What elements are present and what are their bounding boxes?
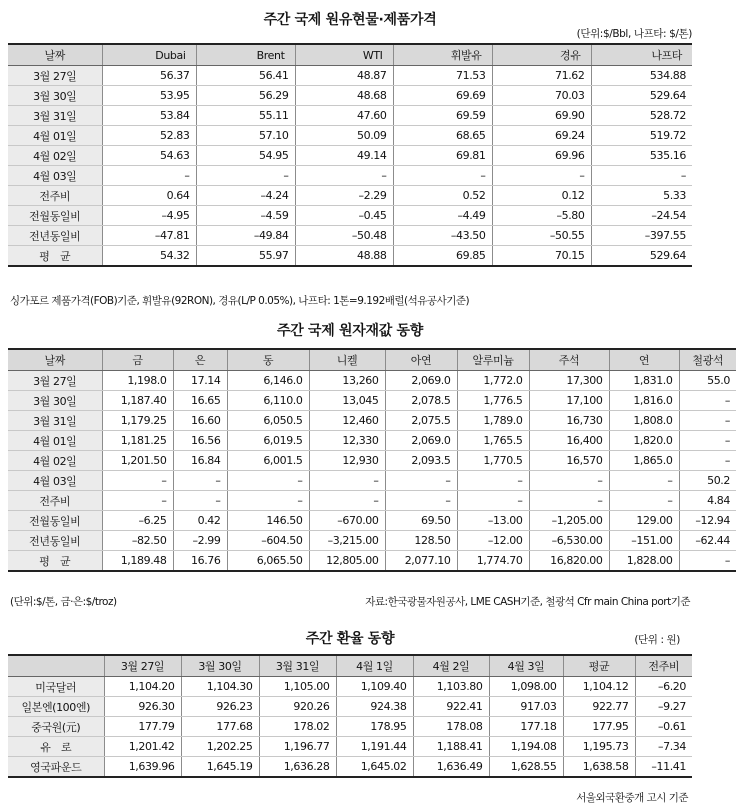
section2-unit: (단위:$/톤, 금·은:$/troz) <box>10 596 117 608</box>
table-cell: 6,110.0 <box>227 391 309 411</box>
table-cell: 2,077.10 <box>385 551 457 572</box>
table-row <box>8 677 692 697</box>
column-header: 연 <box>609 349 679 371</box>
row-label: 4월 02일 <box>8 146 102 166</box>
section3-source: 서울외국환중개 고시 기준 <box>576 792 688 804</box>
table-cell: 48.87 <box>295 66 393 86</box>
table-cell: 48.88 <box>295 246 393 267</box>
table-cell: –4.95 <box>102 206 196 226</box>
table-cell: 12,330 <box>309 431 385 451</box>
table-cell: 68.65 <box>393 126 492 146</box>
column-header: 경유 <box>492 44 591 66</box>
table-cell: –13.00 <box>457 511 529 531</box>
table-cell: –6.20 <box>635 677 692 697</box>
table-cell: 1,103.80 <box>413 677 489 697</box>
row-label: 4월 01일 <box>8 126 102 146</box>
table-cell: 1,194.08 <box>489 737 563 757</box>
column-header: 아연 <box>385 349 457 371</box>
table-cell: – <box>385 491 457 511</box>
table-cell: –6.25 <box>102 511 173 531</box>
table-cell: 1,188.41 <box>413 737 489 757</box>
table-cell: 2,069.0 <box>385 371 457 391</box>
table-cell: –151.00 <box>609 531 679 551</box>
table-cell: 12,805.00 <box>309 551 385 572</box>
table-cell: 1,636.28 <box>259 757 336 778</box>
table-cell: – <box>173 491 227 511</box>
table-cell: – <box>227 491 309 511</box>
table-cell: 0.52 <box>393 186 492 206</box>
column-header: 철광석 <box>679 349 736 371</box>
table-cell: 13,260 <box>309 371 385 391</box>
table-cell: –3,215.00 <box>309 531 385 551</box>
table-cell: – <box>393 166 492 186</box>
table-cell: 52.83 <box>102 126 196 146</box>
table-cell: –5.80 <box>492 206 591 226</box>
exchange-rate-table <box>8 654 692 778</box>
table-cell: 47.60 <box>295 106 393 126</box>
table-row <box>8 697 692 717</box>
table-cell: 1,196.77 <box>259 737 336 757</box>
table-row <box>8 511 736 531</box>
table-cell: 1,816.0 <box>609 391 679 411</box>
section3-unit: (단위 : 원) <box>634 634 680 646</box>
table-cell: 924.38 <box>336 697 413 717</box>
table-cell: 48.68 <box>295 86 393 106</box>
table-cell: 70.15 <box>492 246 591 267</box>
column-header: 3월 27일 <box>104 655 181 677</box>
table-row <box>8 86 692 106</box>
column-header: Dubai <box>102 44 196 66</box>
table-cell: 1,201.42 <box>104 737 181 757</box>
column-header: 4월 1일 <box>336 655 413 677</box>
table-cell: 1,189.48 <box>102 551 173 572</box>
table-cell: –11.41 <box>635 757 692 778</box>
table-cell: 1,638.58 <box>563 757 635 778</box>
table-cell: 177.95 <box>563 717 635 737</box>
table-cell: – <box>295 166 393 186</box>
column-header: 니켈 <box>309 349 385 371</box>
row-label: 평 균 <box>8 551 102 572</box>
table-cell: 71.53 <box>393 66 492 86</box>
table-cell: –397.55 <box>591 226 692 246</box>
column-header: 나프타 <box>591 44 692 66</box>
table-cell: 1,808.0 <box>609 411 679 431</box>
table-cell: 56.29 <box>196 86 295 106</box>
table-cell: – <box>679 411 736 431</box>
table-cell: 177.79 <box>104 717 181 737</box>
table-cell: –43.50 <box>393 226 492 246</box>
table-cell: –82.50 <box>102 531 173 551</box>
table-cell: – <box>102 471 173 491</box>
table-cell: 2,075.5 <box>385 411 457 431</box>
table-row <box>8 411 736 431</box>
row-label: 평 균 <box>8 246 102 267</box>
table-cell: –62.44 <box>679 531 736 551</box>
column-header: 휘발유 <box>393 44 492 66</box>
row-label: 전주비 <box>8 186 102 206</box>
table-row <box>8 371 736 391</box>
table-cell: 1,104.30 <box>181 677 259 697</box>
table-row <box>8 146 692 166</box>
table-cell: 0.64 <box>102 186 196 206</box>
table-cell: 178.02 <box>259 717 336 737</box>
table-cell: 1,770.5 <box>457 451 529 471</box>
table-cell: 1,104.12 <box>563 677 635 697</box>
table-cell: –670.00 <box>309 511 385 531</box>
table-cell: 69.59 <box>393 106 492 126</box>
row-label: 4월 03일 <box>8 166 102 186</box>
table-cell: 69.90 <box>492 106 591 126</box>
row-label: 전월동일비 <box>8 511 102 531</box>
table-cell: – <box>529 471 609 491</box>
table-cell: 55.0 <box>679 371 736 391</box>
table-cell: 12,930 <box>309 451 385 471</box>
table-cell: 1,105.00 <box>259 677 336 697</box>
table-cell: 1,639.96 <box>104 757 181 778</box>
column-header: 4월 3일 <box>489 655 563 677</box>
table-cell: 16,730 <box>529 411 609 431</box>
table-cell: 128.50 <box>385 531 457 551</box>
table-cell: – <box>385 471 457 491</box>
section2-source: 자료:한국광물자원공사, LME CASH기준, 철광석 Cfr main China port기준 <box>365 596 690 608</box>
table-cell: 69.50 <box>385 511 457 531</box>
table-cell: – <box>102 166 196 186</box>
table-row <box>8 186 692 206</box>
table-cell: – <box>679 391 736 411</box>
table-row <box>8 226 692 246</box>
table-row <box>8 717 692 737</box>
table-cell: –50.55 <box>492 226 591 246</box>
table-cell: – <box>492 166 591 186</box>
table-cell: 529.64 <box>591 246 692 267</box>
table-cell: 54.63 <box>102 146 196 166</box>
table-cell: 1,181.25 <box>102 431 173 451</box>
table-cell: 534.88 <box>591 66 692 86</box>
table-cell: 49.14 <box>295 146 393 166</box>
table-cell: 917.03 <box>489 697 563 717</box>
table-row <box>8 471 736 491</box>
table-cell: 1,645.02 <box>336 757 413 778</box>
table-cell: 926.23 <box>181 697 259 717</box>
table-cell: 6,146.0 <box>227 371 309 391</box>
table-cell: 6,065.50 <box>227 551 309 572</box>
table-row <box>8 166 692 186</box>
table-cell: – <box>529 491 609 511</box>
table-cell: 535.16 <box>591 146 692 166</box>
table-cell: 0.42 <box>173 511 227 531</box>
table-cell: 1,865.0 <box>609 451 679 471</box>
table-cell: 178.95 <box>336 717 413 737</box>
table-cell: 5.33 <box>591 186 692 206</box>
table-cell: –9.27 <box>635 697 692 717</box>
column-header: 금 <box>102 349 173 371</box>
table-cell: 0.12 <box>492 186 591 206</box>
row-label: 미국달러 <box>8 677 104 697</box>
table-cell: 4.84 <box>679 491 736 511</box>
table-row <box>8 431 736 451</box>
row-label: 3월 31일 <box>8 106 102 126</box>
table-cell: 146.50 <box>227 511 309 531</box>
table-cell: –2.29 <box>295 186 393 206</box>
table-row <box>8 206 692 226</box>
row-label: 3월 27일 <box>8 66 102 86</box>
section2-title: 주간 국제 원자재값 동향 <box>277 323 423 339</box>
table-cell: 12,460 <box>309 411 385 431</box>
table-cell: –49.84 <box>196 226 295 246</box>
table-cell: – <box>173 471 227 491</box>
table-row <box>8 737 692 757</box>
table-cell: 69.96 <box>492 146 591 166</box>
table-cell: 69.81 <box>393 146 492 166</box>
row-label: 3월 30일 <box>8 391 102 411</box>
table-cell: – <box>309 491 385 511</box>
table-cell: – <box>679 551 736 572</box>
table-cell: 16,820.00 <box>529 551 609 572</box>
table-cell: 1,774.70 <box>457 551 529 572</box>
table-cell: 1,765.5 <box>457 431 529 451</box>
table-cell: 1,202.25 <box>181 737 259 757</box>
table-cell: 2,078.5 <box>385 391 457 411</box>
table-cell: 1,198.0 <box>102 371 173 391</box>
table-cell: 1,776.5 <box>457 391 529 411</box>
header-label-cell: 날짜 <box>8 349 102 371</box>
table-cell: 1,645.19 <box>181 757 259 778</box>
table-cell: –4.49 <box>393 206 492 226</box>
table-cell: 922.77 <box>563 697 635 717</box>
table-cell: 177.18 <box>489 717 563 737</box>
table-row <box>8 391 736 411</box>
table-cell: – <box>609 471 679 491</box>
table-cell: –7.34 <box>635 737 692 757</box>
table-cell: 6,050.5 <box>227 411 309 431</box>
table-row <box>8 451 736 471</box>
table-cell: 1,772.0 <box>457 371 529 391</box>
table-cell: 56.37 <box>102 66 196 86</box>
table-cell: 69.85 <box>393 246 492 267</box>
column-header: 3월 31일 <box>259 655 336 677</box>
table-cell: 1,109.40 <box>336 677 413 697</box>
table-cell: 53.84 <box>102 106 196 126</box>
table-header-row <box>8 655 692 677</box>
table-cell: – <box>591 166 692 186</box>
table-cell: 129.00 <box>609 511 679 531</box>
table-cell: 1,820.0 <box>609 431 679 451</box>
table-cell: 16.84 <box>173 451 227 471</box>
header-label-cell <box>8 655 104 677</box>
table-cell: –0.61 <box>635 717 692 737</box>
table-cell: 1,831.0 <box>609 371 679 391</box>
table-cell: 1,191.44 <box>336 737 413 757</box>
table-row <box>8 491 736 511</box>
table-cell: 920.26 <box>259 697 336 717</box>
table-cell: 16,400 <box>529 431 609 451</box>
table-cell: –0.45 <box>295 206 393 226</box>
table-cell: 1,187.40 <box>102 391 173 411</box>
row-label: 4월 02일 <box>8 451 102 471</box>
table-cell: 2,069.0 <box>385 431 457 451</box>
table-cell: 16.56 <box>173 431 227 451</box>
table-cell: 50.09 <box>295 126 393 146</box>
crude-oil-price-table <box>8 43 692 267</box>
table-cell: 178.08 <box>413 717 489 737</box>
table-cell: 13,045 <box>309 391 385 411</box>
table-cell: – <box>457 491 529 511</box>
row-label: 영국파운드 <box>8 757 104 778</box>
table-cell: 1,789.0 <box>457 411 529 431</box>
table-cell: –4.24 <box>196 186 295 206</box>
section1-footnote: 싱가포르 제품가격(FOB)기준, 휘발유(92RON), 경유(L/P 0.05%), 나프타: 1톤=9.192배럴(석유공사기준) <box>10 295 470 307</box>
table-cell: 1,201.50 <box>102 451 173 471</box>
table-cell: 1,098.00 <box>489 677 563 697</box>
row-label: 일본엔(100엔) <box>8 697 104 717</box>
table-cell: –47.81 <box>102 226 196 246</box>
table-cell: 6,001.5 <box>227 451 309 471</box>
table-cell: – <box>196 166 295 186</box>
table-cell: 17.14 <box>173 371 227 391</box>
column-header: 주석 <box>529 349 609 371</box>
section3-title: 주간 환율 동향 <box>305 631 395 647</box>
table-header-row <box>8 44 692 66</box>
table-cell: – <box>102 491 173 511</box>
table-cell: 16.60 <box>173 411 227 431</box>
table-cell: 1,195.73 <box>563 737 635 757</box>
table-cell: 16.65 <box>173 391 227 411</box>
table-cell: –2.99 <box>173 531 227 551</box>
section1-title: 주간 국제 원유현물·제품가격 <box>263 12 437 28</box>
table-cell: 69.69 <box>393 86 492 106</box>
row-label: 유 로 <box>8 737 104 757</box>
table-cell: 1,828.00 <box>609 551 679 572</box>
table-cell: 56.41 <box>196 66 295 86</box>
table-cell: 17,300 <box>529 371 609 391</box>
table-cell: 55.97 <box>196 246 295 267</box>
column-header: 동 <box>227 349 309 371</box>
table-cell: – <box>679 431 736 451</box>
table-cell: 16.76 <box>173 551 227 572</box>
row-label: 전년동일비 <box>8 531 102 551</box>
section1-unit: (단위:$/Bbl, 나프타: $/톤) <box>576 28 692 40</box>
table-cell: 57.10 <box>196 126 295 146</box>
table-cell: –604.50 <box>227 531 309 551</box>
table-cell: 1,636.49 <box>413 757 489 778</box>
table-row <box>8 246 692 267</box>
table-cell: 519.72 <box>591 126 692 146</box>
column-header: WTI <box>295 44 393 66</box>
table-cell: – <box>227 471 309 491</box>
table-cell: 53.95 <box>102 86 196 106</box>
row-label: 전월동일비 <box>8 206 102 226</box>
table-cell: 922.41 <box>413 697 489 717</box>
table-cell: 50.2 <box>679 471 736 491</box>
table-row <box>8 106 692 126</box>
row-label: 중국원(元) <box>8 717 104 737</box>
table-cell: 16,570 <box>529 451 609 471</box>
table-cell: –12.94 <box>679 511 736 531</box>
table-cell: –24.54 <box>591 206 692 226</box>
table-cell: 177.68 <box>181 717 259 737</box>
table-row <box>8 551 736 572</box>
row-label: 3월 27일 <box>8 371 102 391</box>
table-cell: 69.24 <box>492 126 591 146</box>
column-header: 은 <box>173 349 227 371</box>
table-cell: – <box>679 451 736 471</box>
table-cell: 529.64 <box>591 86 692 106</box>
column-header: 알루미늄 <box>457 349 529 371</box>
row-label: 4월 03일 <box>8 471 102 491</box>
table-cell: – <box>309 471 385 491</box>
table-cell: – <box>609 491 679 511</box>
table-header-row <box>8 349 736 371</box>
column-header: 3월 30일 <box>181 655 259 677</box>
table-cell: –12.00 <box>457 531 529 551</box>
header-label-cell: 날짜 <box>8 44 102 66</box>
commodity-price-table <box>8 348 736 572</box>
table-row <box>8 66 692 86</box>
table-cell: –4.59 <box>196 206 295 226</box>
row-label: 3월 30일 <box>8 86 102 106</box>
table-cell: 55.11 <box>196 106 295 126</box>
table-cell: 2,093.5 <box>385 451 457 471</box>
table-cell: –1,205.00 <box>529 511 609 531</box>
table-row <box>8 531 736 551</box>
row-label: 3월 31일 <box>8 411 102 431</box>
table-cell: 70.03 <box>492 86 591 106</box>
table-cell: 528.72 <box>591 106 692 126</box>
row-label: 4월 01일 <box>8 431 102 451</box>
table-cell: –50.48 <box>295 226 393 246</box>
column-header: 전주비 <box>635 655 692 677</box>
table-cell: 6,019.5 <box>227 431 309 451</box>
column-header: 4월 2일 <box>413 655 489 677</box>
table-cell: 17,100 <box>529 391 609 411</box>
table-cell: 71.62 <box>492 66 591 86</box>
table-cell: 1,179.25 <box>102 411 173 431</box>
table-cell: –6,530.00 <box>529 531 609 551</box>
table-row <box>8 126 692 146</box>
row-label: 전주비 <box>8 491 102 511</box>
column-header: Brent <box>196 44 295 66</box>
table-row <box>8 757 692 778</box>
table-cell: – <box>457 471 529 491</box>
column-header: 평균 <box>563 655 635 677</box>
table-cell: 1,104.20 <box>104 677 181 697</box>
table-cell: 54.95 <box>196 146 295 166</box>
table-cell: 926.30 <box>104 697 181 717</box>
row-label: 전년동일비 <box>8 226 102 246</box>
table-cell: 1,628.55 <box>489 757 563 778</box>
table-cell: 54.32 <box>102 246 196 267</box>
